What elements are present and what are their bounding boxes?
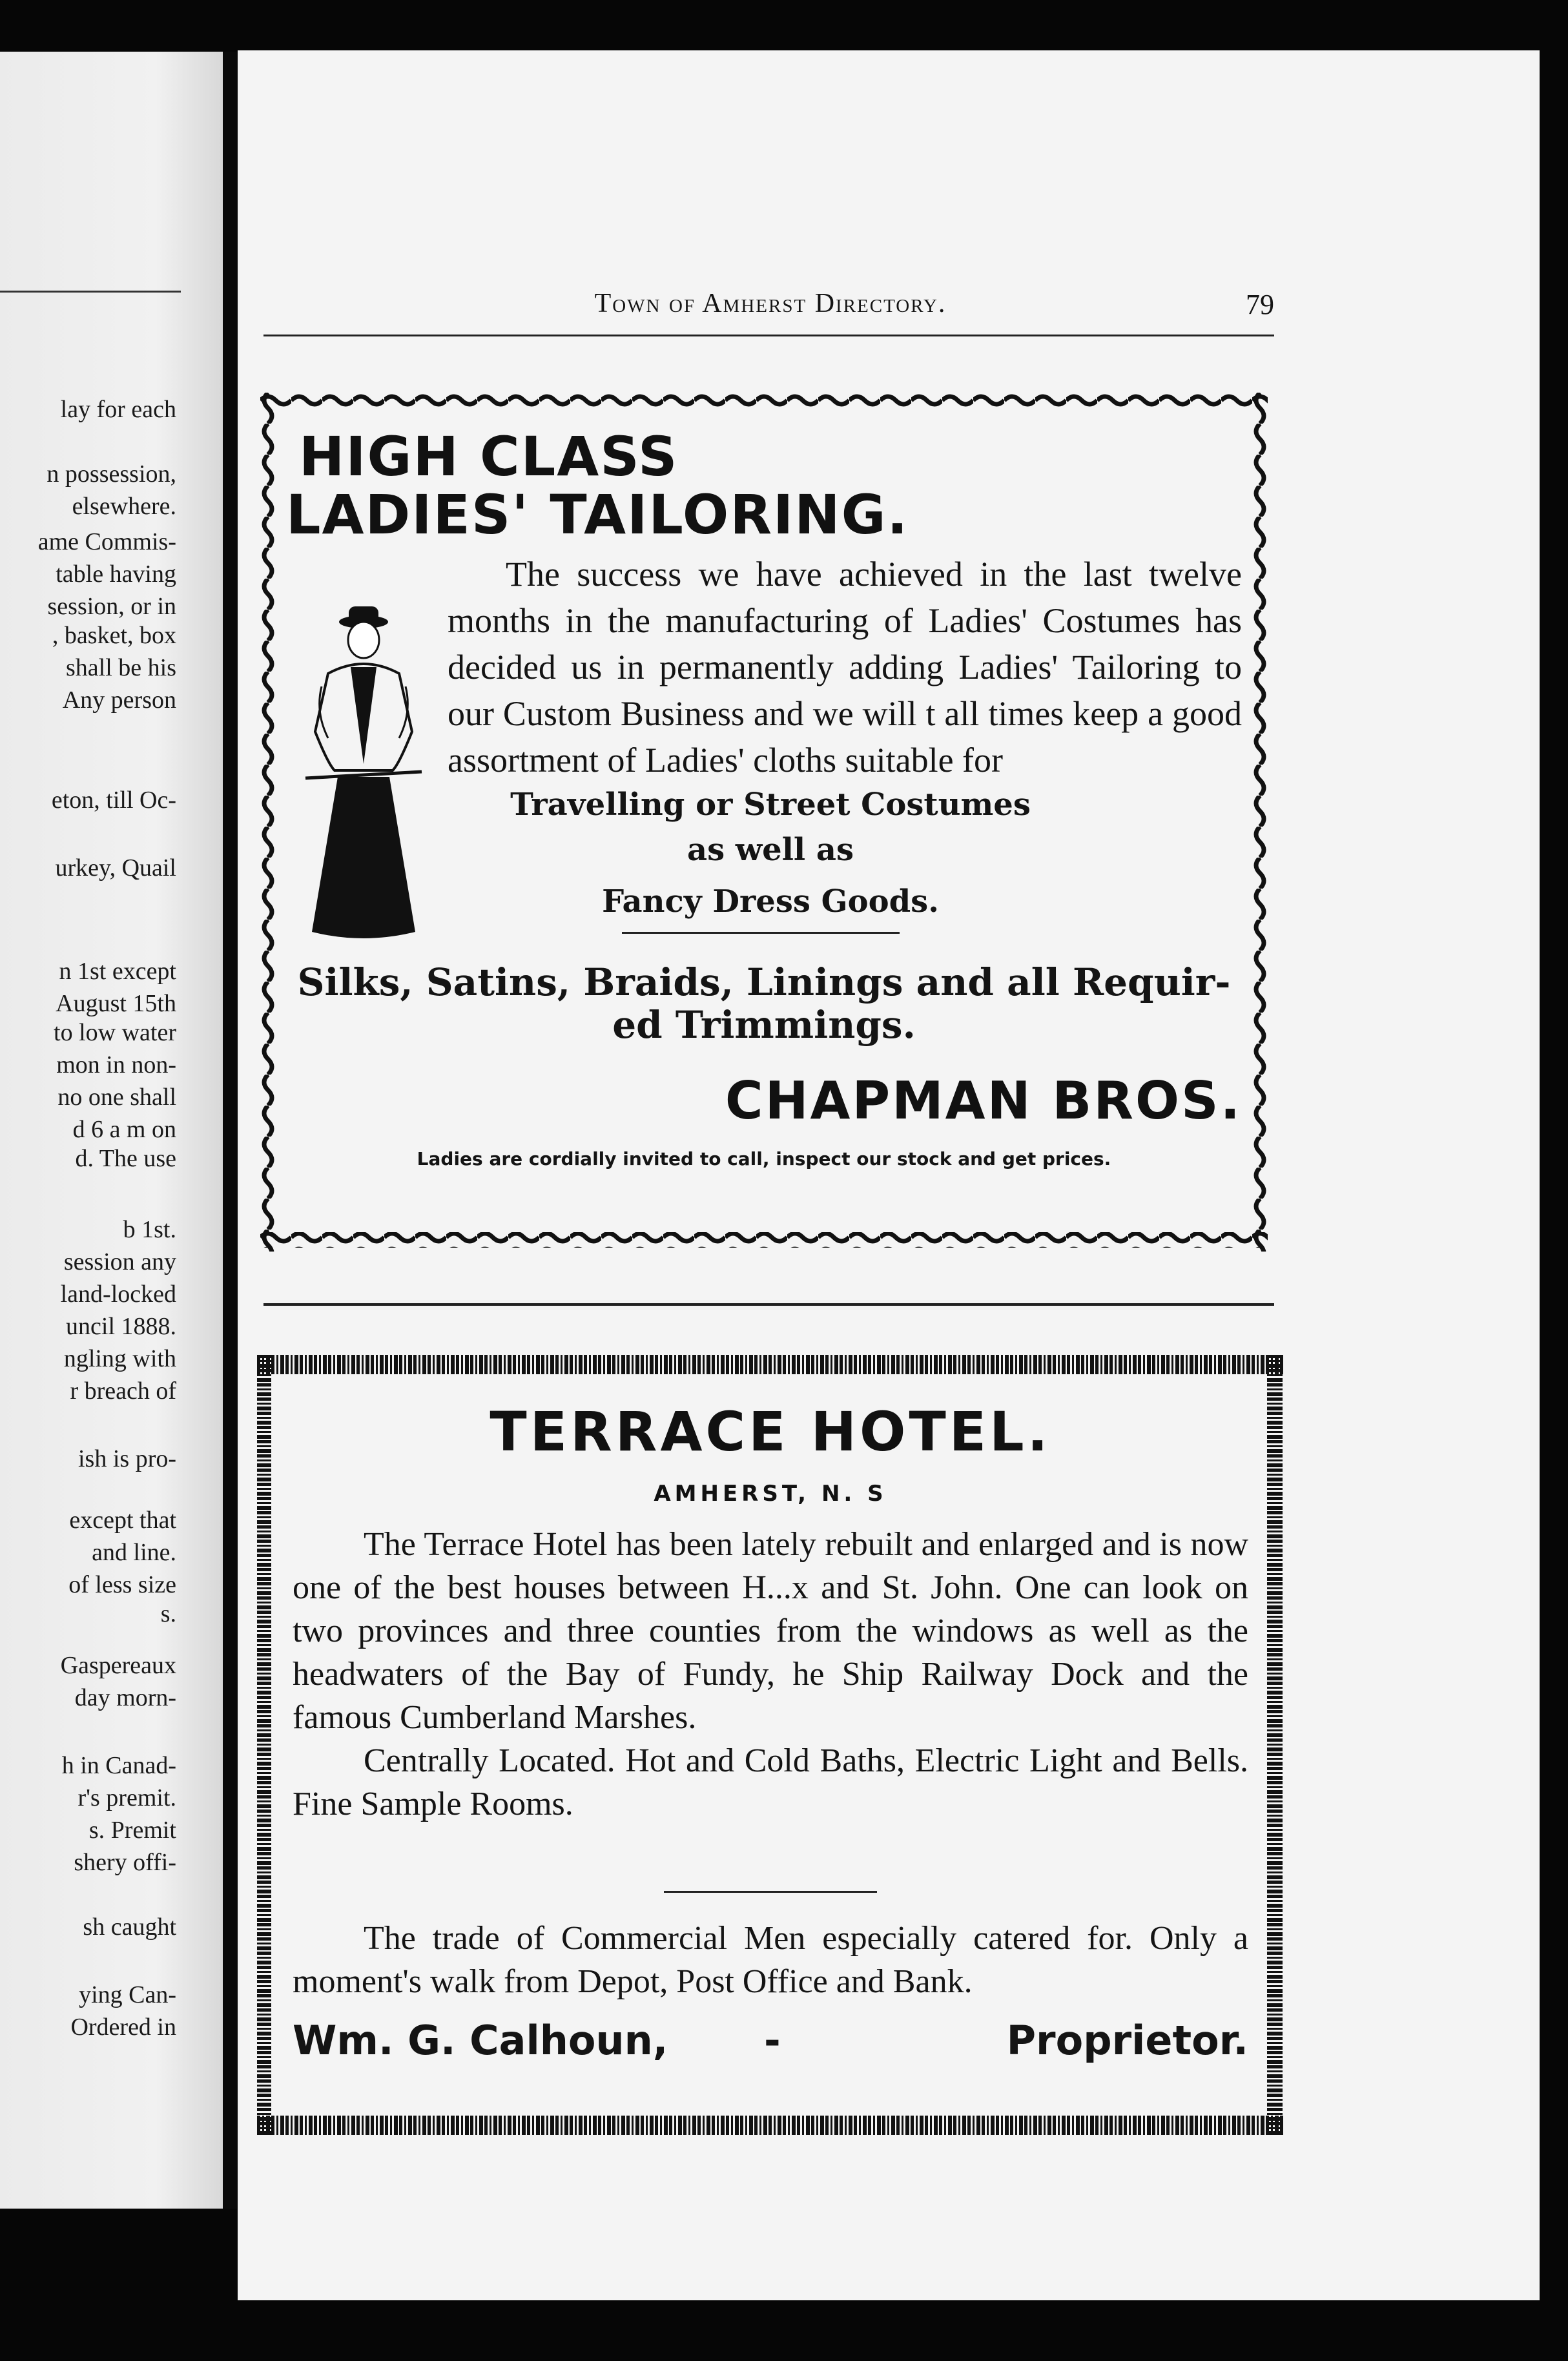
left-page-fragment: to low water (54, 1019, 176, 1046)
invitation-note: Ladies are cordially invited to call, inspect our stock and get prices. (417, 1148, 1111, 1170)
left-page-fragment: eton, till Oc- (51, 787, 176, 814)
left-page-fragment: r breach of (70, 1377, 176, 1405)
proprietor-title: Proprietor. (1006, 2017, 1248, 2064)
section-separator (263, 1303, 1274, 1306)
costumes-line: Travelling or Street Costumes (510, 787, 1031, 823)
left-page-fragment: shery offi- (74, 1849, 176, 1876)
left-page-fragment: s. (160, 1600, 176, 1627)
left-page-fragment: r's premit. (77, 1784, 176, 1811)
left-page-fragment: ame Commis- (37, 528, 176, 555)
left-page-fragment: d 6 a m on (72, 1116, 176, 1143)
left-page-fragment: sh caught (83, 1913, 176, 1941)
left-page-fragment: lay for each (60, 396, 176, 423)
tailoring-advertisement (260, 393, 1268, 1252)
left-page-fragment: urkey, Quail (55, 854, 176, 882)
left-page-fragment: Ordered in (70, 2014, 176, 2041)
left-page-fragment: August 15th (56, 990, 176, 1017)
left-page-fragment: ish is pro- (78, 1445, 176, 1472)
hotel-paragraph-2: Centrally Located. Hot and Cold Baths, Electric Light and Bells. Fine Sample Rooms. (293, 1742, 1248, 1822)
hotel-commercial (293, 1917, 1248, 2003)
left-page-fragment: session any (63, 1248, 176, 1275)
running-title: Town of Amherst Directory. (594, 289, 947, 318)
left-page-fragment: n 1st except (59, 958, 176, 985)
left-page-fragment: d. The use (75, 1145, 176, 1172)
headline-ladies-tailoring: LADIES' TAILORING. (286, 483, 909, 546)
left-page-fragment: ngling with (63, 1345, 176, 1372)
left-page-fragment: Any person (62, 686, 176, 714)
left-page-fragment: day morn- (74, 1684, 176, 1711)
headline-high-class: HIGH CLASS (299, 425, 679, 488)
left-page-fragment: except that (69, 1507, 176, 1534)
left-page-fragment: mon in non- (56, 1051, 176, 1078)
left-page-fragment: session, or in (47, 593, 176, 620)
hotel-location: AMHERST, N. S (654, 1481, 887, 1507)
header-rule (263, 335, 1274, 336)
left-page-fragment: no one shall (57, 1084, 176, 1111)
fancy-goods-line: Fancy Dress Goods. (602, 883, 939, 920)
left-page-fragment: b 1st. (123, 1216, 176, 1243)
left-page-fragment: elsewhere. (72, 493, 176, 520)
hotel-paragraph-1: The Terrace Hotel has been lately rebuilt and enlarged and is now one of the best houses between H...x and St. John. One can look on two provinces and three counties from the windows as well as the headwaters of the Bay of Fundy, he Ship Railway Dock and the famous Cumberland Marshes. (293, 1526, 1248, 1736)
book-gutter (223, 52, 237, 2209)
left-page-fragment: uncil 1888. (66, 1313, 176, 1340)
left-page-fragment: land-locked (60, 1281, 176, 1308)
terrace-hotel-advertisement (257, 1355, 1284, 2136)
left-page-fragment: Gaspereaux (60, 1652, 176, 1679)
proprietor-name: Wm. G. Calhoun, (293, 2017, 668, 2064)
left-page-fragment: , basket, box (52, 622, 176, 649)
left-page-fragment: and line. (92, 1539, 176, 1566)
tailoring-body: The success we have achieved in the last twelve months in the manufacturing of Ladies' Costumes has decided us in permanently adding Ladies' Tailoring to our Custom Business and we will t all times keep a good assortment of Ladies' cloths suitable for (448, 555, 1242, 779)
left-page-margin (0, 52, 223, 2209)
running-header (267, 288, 1274, 327)
left-page-fragment: of less size (68, 1571, 176, 1598)
as-well-as-line: as well as (687, 832, 854, 868)
chapman-bros-brand: CHAPMAN BROS. (725, 1071, 1242, 1131)
left-page-fragment: h in Canad- (61, 1752, 176, 1779)
hotel-description (293, 1523, 1248, 1826)
left-page-fragment: shall be his (66, 654, 176, 681)
hotel-name: TERRACE HOTEL. (490, 1400, 1051, 1463)
left-page-fragment: table having (56, 561, 176, 588)
fancy-goods-rule (622, 932, 900, 934)
hotel-paragraph-3: The trade of Commercial Men especially catered for. Only a moment's walk from Depot, Post Office and Bank. (293, 1920, 1248, 2000)
left-page-fragment: s. Premit (88, 1817, 176, 1844)
hotel-rule (664, 1891, 877, 1893)
proprietor-dash: - (764, 2017, 781, 2064)
page-number: 79 (1246, 289, 1274, 320)
trimmings-line: Silks, Satins, Braids, Linings and all Requir- ed Trimmings. (297, 960, 1231, 1047)
left-page-rule (0, 291, 181, 293)
left-page-fragment: ying Can- (79, 1981, 176, 2008)
directory-page (238, 50, 1540, 2300)
left-page-fragment: n possession, (46, 460, 176, 488)
